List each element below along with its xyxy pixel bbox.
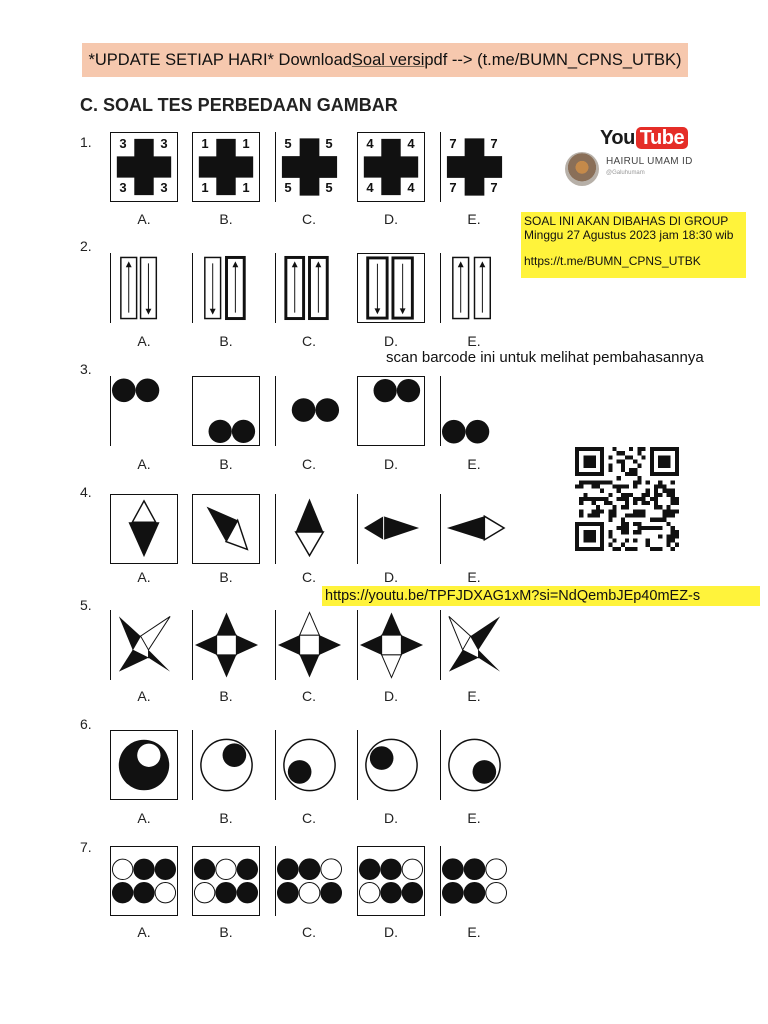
q7-figure-e[interactable] xyxy=(440,846,508,916)
q6-option-label-a: A. xyxy=(137,810,151,826)
q4-figure-e[interactable] xyxy=(440,494,508,564)
q4-figure-a[interactable] xyxy=(110,494,178,564)
q1-digit-b-tr: 1 xyxy=(242,136,250,151)
q1-digit-a-bl: 3 xyxy=(119,180,127,195)
q6-option-label-d: D. xyxy=(384,810,398,826)
avatar xyxy=(565,152,599,186)
q1-digit-b-bl: 1 xyxy=(201,180,209,195)
q4-figure-c[interactable] xyxy=(275,494,343,564)
q1-digit-d-bl: 4 xyxy=(366,180,374,195)
question-number-2: 2. xyxy=(80,238,92,254)
q6-figure-c[interactable] xyxy=(275,730,343,800)
q1-digit-c-bl: 5 xyxy=(284,180,292,195)
q7-option-label-a: A. xyxy=(137,924,151,940)
q4-figure-d[interactable] xyxy=(357,494,425,564)
q7-figure-a[interactable] xyxy=(110,846,178,916)
channel-name: HAIRUL UMAM ID xyxy=(606,156,693,167)
q3-option-label-d: D. xyxy=(384,456,398,472)
q2-figure-b[interactable] xyxy=(192,253,260,323)
q1-digit-d-tl: 4 xyxy=(366,136,374,151)
q2-option-label-c: C. xyxy=(302,333,316,349)
question-number-5: 5. xyxy=(80,597,92,613)
telegram-link[interactable]: https://t.me/BUMN_CPNS_UTBK xyxy=(524,254,701,268)
q4-figure-b[interactable] xyxy=(192,494,260,564)
group-note-line2: Minggu 27 Agustus 2023 jam 18:30 wib xyxy=(524,228,734,242)
q2-figure-d[interactable] xyxy=(357,253,425,323)
q5-option-label-d: D. xyxy=(384,688,398,704)
q5-figure-c[interactable] xyxy=(275,610,343,680)
q1-digit-a-tr: 3 xyxy=(160,136,168,151)
q1-digit-e-tl: 7 xyxy=(449,136,457,151)
q4-option-label-e: E. xyxy=(467,569,481,585)
q7-figure-b[interactable] xyxy=(192,846,260,916)
question-number-7: 7. xyxy=(80,839,92,855)
q2-figure-e[interactable] xyxy=(440,253,508,323)
q5-option-label-b: B. xyxy=(219,688,233,704)
q5-figure-a[interactable] xyxy=(110,610,178,680)
q1-digit-b-br: 1 xyxy=(242,180,250,195)
q7-option-label-e: E. xyxy=(467,924,481,940)
q1-digit-e-bl: 7 xyxy=(449,180,457,195)
q5-option-label-a: A. xyxy=(137,688,151,704)
q1-digit-c-br: 5 xyxy=(325,180,333,195)
group-note-line1: SOAL INI AKAN DIBAHAS DI GROUP xyxy=(524,214,729,228)
banner-text-end: pdf --> (t.me/BUMN_CPNS_UTBK) xyxy=(424,50,682,69)
q6-figure-a[interactable] xyxy=(110,730,178,800)
q1-digit-c-tr: 5 xyxy=(325,136,333,151)
q1-digit-c-tl: 5 xyxy=(284,136,292,151)
q6-figure-d[interactable] xyxy=(357,730,425,800)
q5-figure-d[interactable] xyxy=(357,610,425,680)
q1-digit-e-br: 7 xyxy=(490,180,498,195)
q7-option-label-d: D. xyxy=(384,924,398,940)
q4-option-label-d: D. xyxy=(384,569,398,585)
q2-figure-a[interactable] xyxy=(110,253,178,323)
group-note xyxy=(521,212,746,278)
scan-instruction: scan barcode ini untuk melihat pembahasannya xyxy=(386,349,704,366)
video-link[interactable]: https://youtu.be/TPFJDXAG1xM?si=NdQembJEp40mEZ-s xyxy=(322,586,760,606)
q6-option-label-c: C. xyxy=(302,810,316,826)
q4-option-label-a: A. xyxy=(137,569,151,585)
q2-option-label-a: A. xyxy=(137,333,151,349)
q6-figure-b[interactable] xyxy=(192,730,260,800)
q3-figure-d[interactable] xyxy=(357,376,425,446)
youtube-channel-card[interactable] xyxy=(560,127,700,192)
q3-option-label-c: C. xyxy=(302,456,316,472)
q5-figure-b[interactable] xyxy=(192,610,260,680)
banner-link-soal[interactable]: Soal versi xyxy=(351,50,425,69)
download-banner[interactable] xyxy=(82,43,688,77)
q3-figure-b[interactable] xyxy=(192,376,260,446)
q5-option-label-c: C. xyxy=(302,688,316,704)
q1-option-label-b: B. xyxy=(219,211,233,227)
q3-figure-c[interactable] xyxy=(275,376,343,446)
q3-option-label-a: A. xyxy=(137,456,151,472)
q1-option-label-a: A. xyxy=(137,211,151,227)
question-number-4: 4. xyxy=(80,484,92,500)
q2-option-label-e: E. xyxy=(467,333,481,349)
q1-digit-d-tr: 4 xyxy=(407,136,415,151)
q2-option-label-d: D. xyxy=(384,333,398,349)
q3-option-label-b: B. xyxy=(219,456,233,472)
q1-digit-a-tl: 3 xyxy=(119,136,127,151)
question-number-1: 1. xyxy=(80,134,92,150)
banner-text-start: *UPDATE SETIAP HARI* Download xyxy=(88,50,352,69)
question-number-6: 6. xyxy=(80,716,92,732)
q1-option-label-d: D. xyxy=(384,211,398,227)
q7-option-label-b: B. xyxy=(219,924,233,940)
q2-figure-c[interactable] xyxy=(275,253,343,323)
q2-option-label-b: B. xyxy=(219,333,233,349)
q1-digit-d-br: 4 xyxy=(407,180,415,195)
section-title: C. SOAL TES PERBEDAAN GAMBAR xyxy=(80,95,398,115)
channel-handle: @Galuhumam xyxy=(606,170,645,176)
q5-figure-e[interactable] xyxy=(440,610,508,680)
qr-code-icon[interactable] xyxy=(575,446,679,552)
question-number-3: 3. xyxy=(80,361,92,377)
q7-option-label-c: C. xyxy=(302,924,316,940)
youtube-logo: You Tube xyxy=(600,127,688,150)
q7-figure-d[interactable] xyxy=(357,846,425,916)
q1-digit-e-tr: 7 xyxy=(490,136,498,151)
q7-figure-c[interactable] xyxy=(275,846,343,916)
q4-option-label-b: B. xyxy=(219,569,233,585)
q3-option-label-e: E. xyxy=(467,456,481,472)
q5-option-label-e: E. xyxy=(467,688,481,704)
q6-figure-e[interactable] xyxy=(440,730,508,800)
q1-digit-b-tl: 1 xyxy=(201,136,209,151)
q6-option-label-b: B. xyxy=(219,810,233,826)
q4-option-label-c: C. xyxy=(302,569,316,585)
q3-figure-a[interactable] xyxy=(110,376,178,446)
q1-option-label-e: E. xyxy=(467,211,481,227)
q6-option-label-e: E. xyxy=(467,810,481,826)
q3-figure-e[interactable] xyxy=(440,376,508,446)
q1-digit-a-br: 3 xyxy=(160,180,168,195)
q1-option-label-c: C. xyxy=(302,211,316,227)
